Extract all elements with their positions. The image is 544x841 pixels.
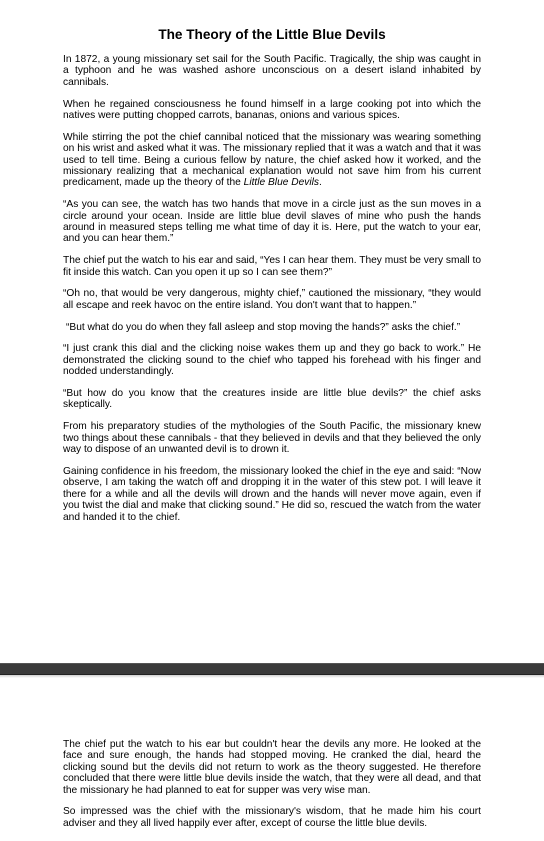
paragraph-11: Gaining confidence in his freedom, the missionary looked the chief in the eye and said: “Now observe, I am taking the watch off and dropping it in the water of this stew pot. I will leave it there for a while and all the devils will drown and the hands will never move again, even if you twist the dial and make that clicking sound.” He did so, rescued the watch from the water and handed it to the chief.: [63, 465, 481, 523]
paragraph-8: “I just crank this dial and the clicking noise wakes them up and they go back to work.” He demonstrated the clicking sound to the chief who tapped his forehead with his finger and nodded understandingly.: [63, 343, 481, 378]
paragraph-3: [63, 132, 481, 189]
paragraph-9: “But how do you know that the creatures inside are little blue devils?” the chief asks skeptically.: [63, 388, 481, 411]
paragraph-3-text: While stirring the pot the chief cannibal noticed that the missionary was wearing something on his wrist and asked what it was. The missionary replied that it was a watch and that it was used to tell time. Being a curious fellow by nature, the chief asked how it worked, and the missionary realizing that a mechanical explanation would not save him from his current predicament, made up the theory of the: [63, 131, 481, 189]
page2-paragraph-1: The chief put the watch to his ear but couldn't hear the devils any more. He looked at the face and sure enough, the hands had stopped moving. He cranked the dial, heard the clicking sound but the devils did not return to work as the theory suggested. He therefore concluded that there were little blue devils inside the watch, that they were all dead, and that the missionary he had planned to eat for supper was very wise man.: [63, 739, 481, 796]
page2-paragraph-2: So impressed was the chief with the missionary's wisdom, that he made him his court adviser and they all lived happily ever after, except of course the little blue devils.: [63, 806, 481, 829]
paragraph-3-end: .: [318, 177, 322, 189]
paragraph-3-italic: Little Blue Devils: [243, 177, 319, 189]
page-separator: [0, 663, 544, 675]
paragraph-5: The chief put the watch to his ear and said, “Yes I can hear them. They must be very small to fit inside this watch. Can you open it up so I can see them?”: [63, 255, 481, 278]
paragraph-1: In 1872, a young missionary set sail for the South Pacific. Tragically, the ship was caught in a typhoon and he was washed ashore unconscious on a desert island inhabited by cannibals.: [63, 54, 481, 88]
paragraph-4: “As you can see, the watch has two hands that move in a circle just as the sun moves in a circle around your ocean. Inside are little blue devil slaves of mine who push the hands around in measured steps telling me what time of day it is. Here, put the watch to your ear, and you can hear them.”: [63, 199, 481, 245]
paragraph-2: When he regained consciousness he found himself in a large cooking pot into which the natives were putting chopped carrots, bananas, onions and various spices.: [63, 98, 481, 122]
paragraph-7: “But what do you do when they fall asleep and stop moving the hands?” asks the chief.”: [66, 321, 461, 333]
paragraph-6: “Oh no, that would be very dangerous, mighty chief,” cautioned the missionary, “they would all escape and reek havoc on the entire island. You don't want that to happen.”: [63, 288, 481, 311]
paragraph-10: From his preparatory studies of the mythologies of the South Pacific, the missionary knew two things about these cannibals - that they believed in devils and that they believed the only way to dispose of an unwanted devil is to drown it.: [63, 421, 481, 456]
document-title: The Theory of the Little Blue Devils: [158, 27, 386, 42]
document-page-2: [0, 678, 544, 841]
